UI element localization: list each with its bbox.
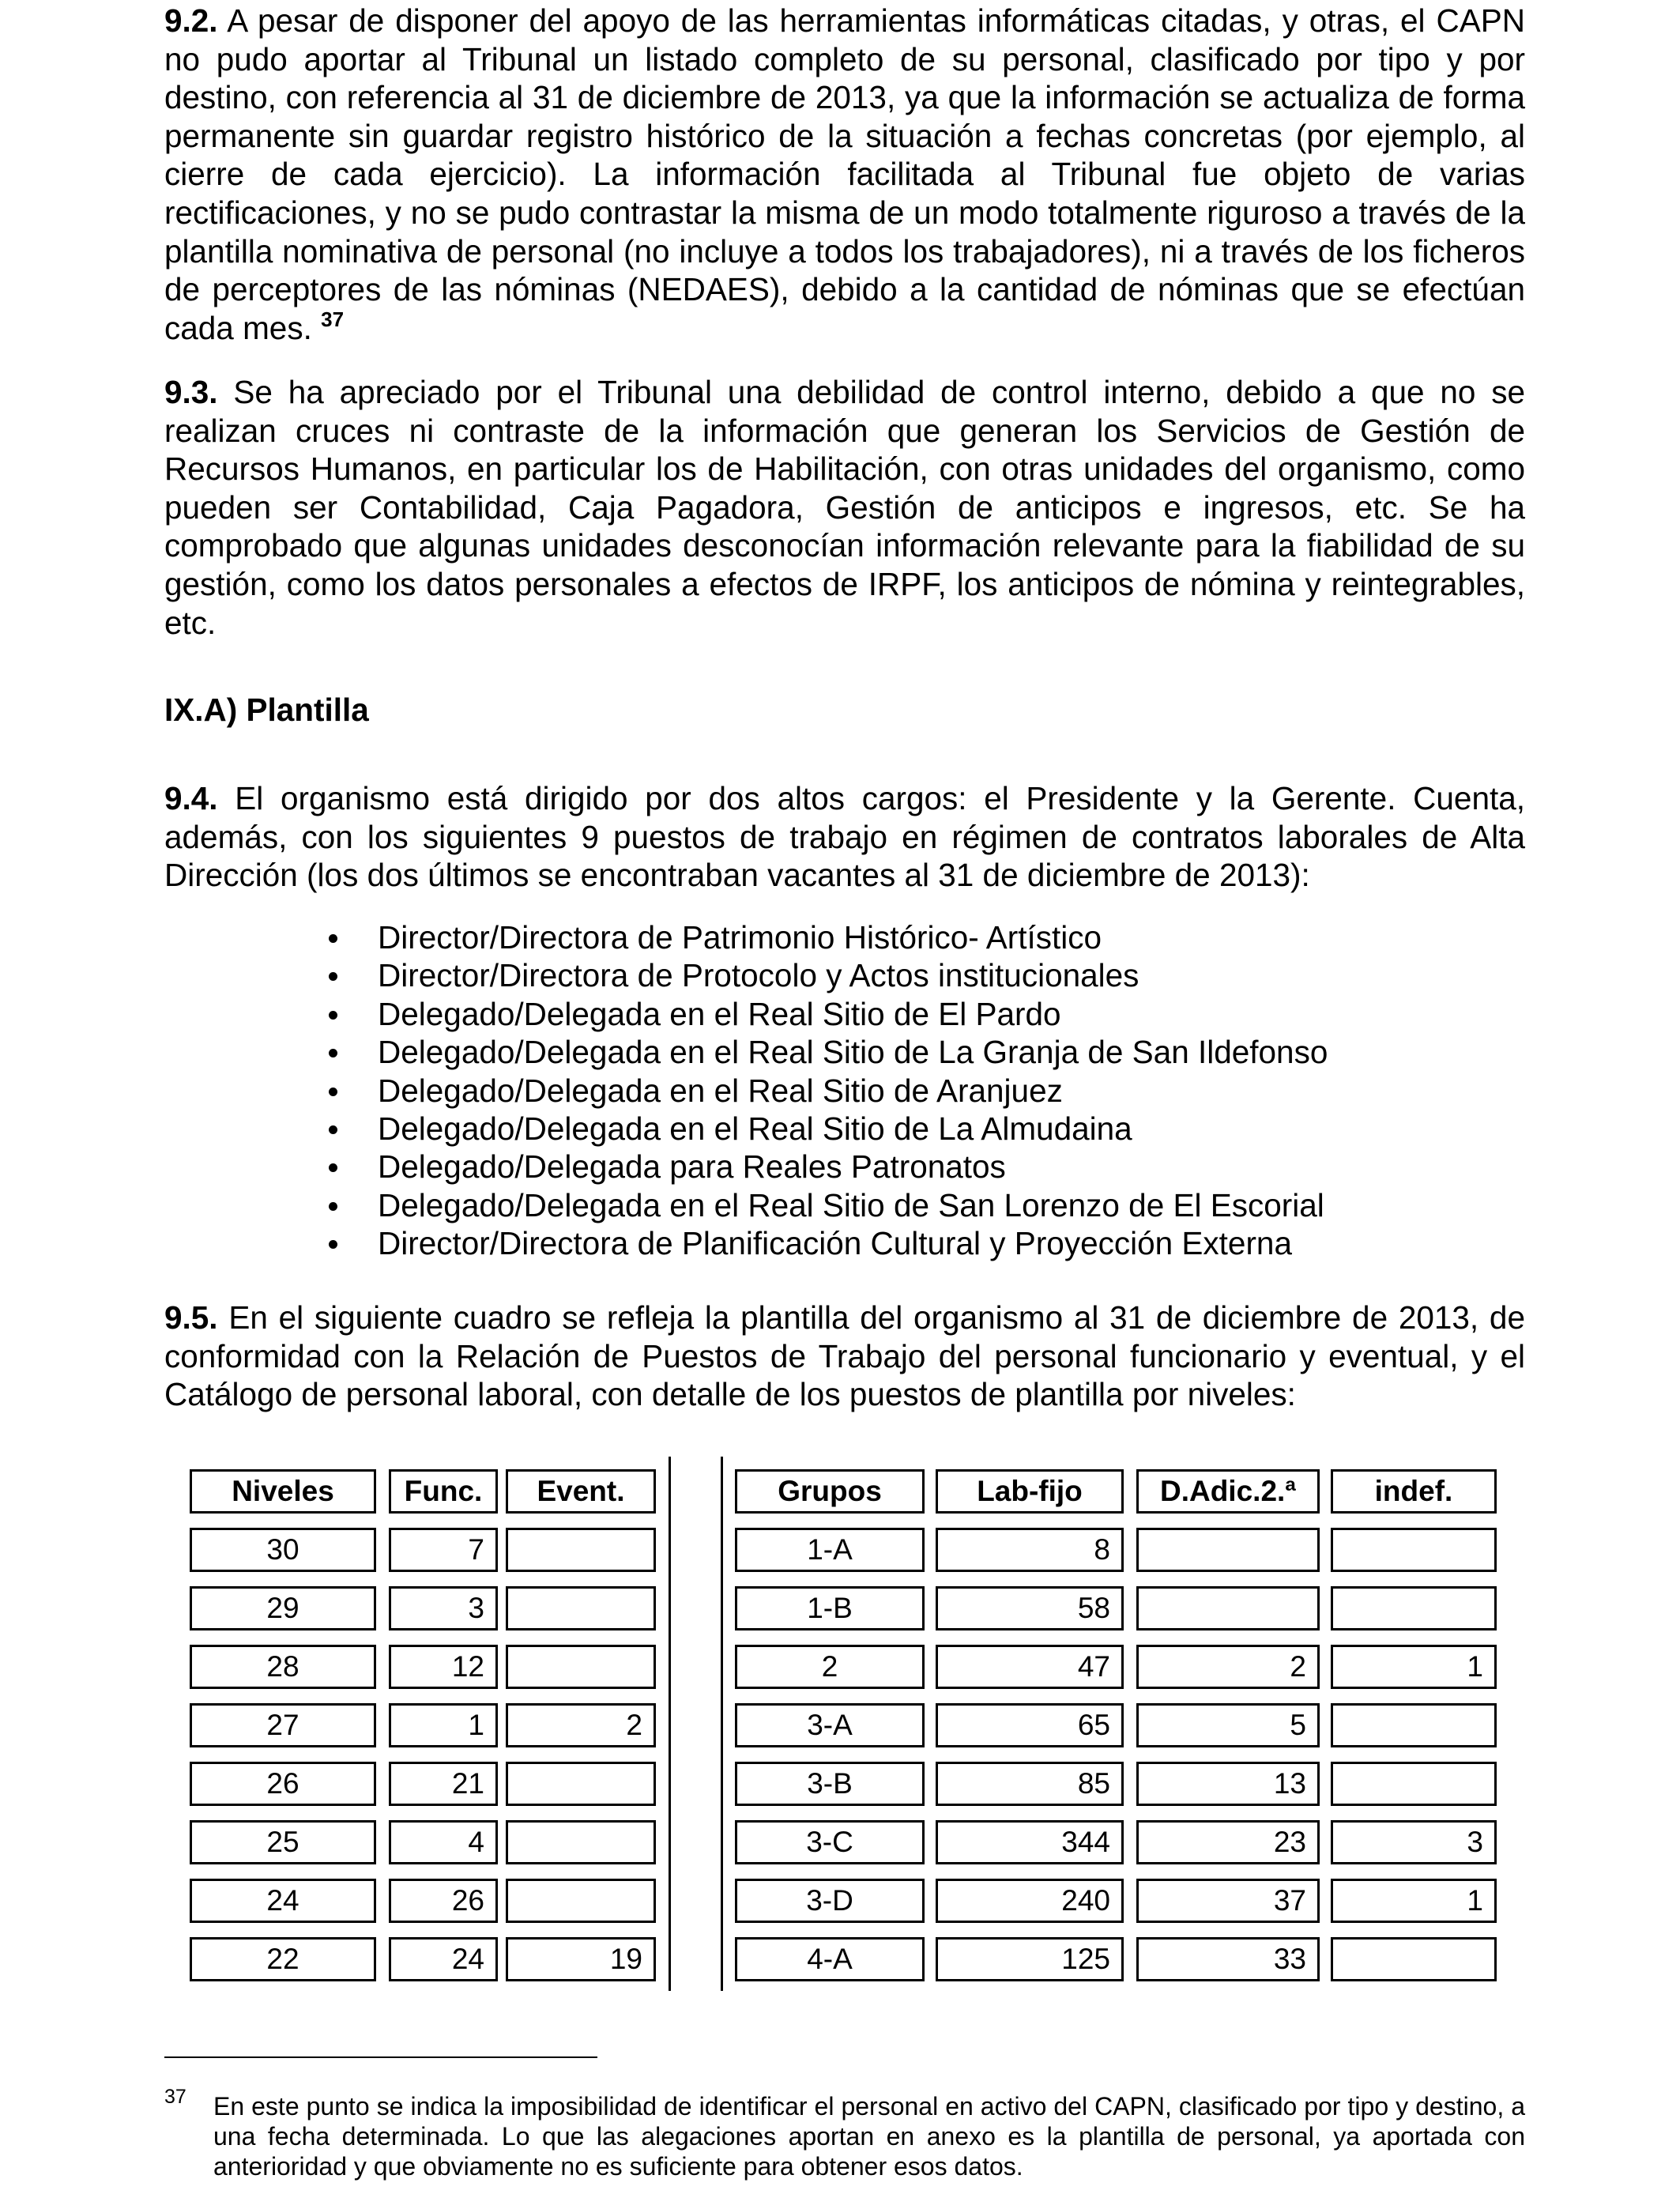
paragraph-9-4	[164, 779, 1525, 895]
bullet-icon	[329, 1049, 337, 1057]
bullet-icon	[329, 1088, 337, 1096]
list-item	[164, 995, 1328, 1033]
table-cell	[506, 1586, 656, 1630]
list-item	[164, 1033, 1328, 1071]
table-cell	[506, 1879, 656, 1923]
list-item	[164, 918, 1328, 956]
list-item-text: Delegado/Delegada en el Real Sitio de La Granja de San Ildefonso	[378, 1034, 1328, 1071]
list-item	[164, 1186, 1328, 1224]
table-cell: 7	[389, 1528, 498, 1572]
table-cell	[1331, 1528, 1497, 1572]
section-heading: IX.A) Plantilla	[164, 692, 369, 728]
list-item-text: Delegado/Delegada en el Real Sitio de San Lorenzo de El Escorial	[378, 1186, 1324, 1223]
footnote-separator	[164, 2056, 597, 2058]
list-item	[164, 1224, 1328, 1262]
paragraph-text: Se ha apreciado por el Tribunal una debilidad de control interno, debido a que no se realizan cruces ni contraste de la información que generan los Servicios de Gestión de Recursos Humanos, en particular los de Habilitación, con otras unidades del organismo, como pueden ser Contabilidad, Caja Pagadora, Gestión de anticipos e ingresos, etc. Se ha comprobado que algunas unidades desconocían información relevante para la fiabilidad de su gestión, como los datos personales a efectos de IRPF, los anticipos de nómina y reintegrables, etc.	[164, 374, 1525, 641]
list-item-text: Director/Directora de Planificación Cultural y Proyección Externa	[378, 1225, 1292, 1262]
table-cell: 3-D	[735, 1879, 925, 1923]
table-cell	[1136, 1528, 1320, 1572]
table-cell: 85	[936, 1762, 1124, 1806]
bullet-icon	[329, 1011, 337, 1020]
table-cell: 13	[1136, 1762, 1320, 1806]
table-cell: 29	[190, 1586, 376, 1630]
paragraph-text: En el siguiente cuadro se refleja la plantilla del organismo al 31 de diciembre de 2013, de conformidad con la Relación de Puestos de Trabajo del personal funcionario y eventual, y el Catálogo de personal laboral, con detalle de los puestos de plantilla por niveles:	[164, 1299, 1525, 1413]
table-cell: 240	[936, 1879, 1124, 1923]
table-cell: 2	[506, 1703, 656, 1747]
list-item-text: Delegado/Delegada en el Real Sitio de Aranjuez	[378, 1072, 1063, 1109]
table-cell: 19	[506, 1937, 656, 1981]
bullet-icon	[329, 1240, 337, 1249]
list-item-text: Delegado/Delegada en el Real Sitio de El Pardo	[378, 995, 1061, 1032]
table-cell: 37	[1136, 1879, 1320, 1923]
table-cell: 344	[936, 1820, 1124, 1864]
table-cell: 1-A	[735, 1528, 925, 1572]
table-cell: 27	[190, 1703, 376, 1747]
column-header: Event.	[506, 1469, 656, 1514]
list-item	[164, 1110, 1328, 1148]
table-cell: 125	[936, 1937, 1124, 1981]
column-header: Lab-fijo	[936, 1469, 1124, 1514]
table-cell: 4	[389, 1820, 498, 1864]
list-item	[164, 1148, 1328, 1186]
column-header: Niveles	[190, 1469, 376, 1514]
table-cell	[506, 1820, 656, 1864]
table-cell: 2	[1136, 1645, 1320, 1689]
table-cell: 65	[936, 1703, 1124, 1747]
table-cell: 5	[1136, 1703, 1320, 1747]
table-cell: 12	[389, 1645, 498, 1689]
table-cell: 1-B	[735, 1586, 925, 1630]
column-header: Func.	[389, 1469, 498, 1514]
table-cell: 3-C	[735, 1820, 925, 1864]
table-cell	[1331, 1937, 1497, 1981]
table-cell	[1331, 1762, 1497, 1806]
table-cell: 1	[1331, 1645, 1497, 1689]
paragraph-text: El organismo está dirigido por dos altos cargos: el Presidente y la Gerente. Cuenta, además, con los siguientes 9 puestos de trabajo en régimen de contratos laborales de Alta Dirección (los dos últimos se encontraban vacantes al 31 de diciembre de 2013):	[164, 780, 1525, 894]
list-item-text: Delegado/Delegada en el Real Sitio de La Almudaina	[378, 1110, 1132, 1148]
table-cell: 58	[936, 1586, 1124, 1630]
paragraph-number: 9.2.	[164, 2, 218, 39]
table-cell: 3	[1331, 1820, 1497, 1864]
table-cell: 3	[389, 1586, 498, 1630]
footnote-text: En este punto se indica la imposibilidad de identificar el personal en activo del CAPN, clasificado por tipo y destino, a una fecha determinada. Lo que las alegaciones aportan en anexo es la plantilla de personal, ya aportada con anterioridad y que obviamente no es suficiente para obtener esos datos.	[213, 2092, 1525, 2181]
table-cell	[506, 1645, 656, 1689]
list-item-text: Director/Directora de Protocolo y Actos institucionales	[378, 957, 1139, 994]
bullet-icon	[329, 972, 337, 981]
paragraph-9-3	[164, 373, 1525, 642]
table-cell	[1331, 1703, 1497, 1747]
list-item-text: Director/Directora de Patrimonio Histórico- Artístico	[378, 919, 1102, 956]
list-item	[164, 956, 1328, 994]
table-cell: 3-A	[735, 1703, 925, 1747]
paragraph-number: 9.4.	[164, 780, 218, 816]
table-cell: 21	[389, 1762, 498, 1806]
column-header: indef.	[1331, 1469, 1497, 1514]
table-cell: 3-B	[735, 1762, 925, 1806]
list-item	[164, 1072, 1328, 1110]
table-cell: 28	[190, 1645, 376, 1689]
table-cell: 8	[936, 1528, 1124, 1572]
bullet-icon	[329, 934, 337, 943]
column-header: Grupos	[735, 1469, 925, 1514]
paragraph-number: 9.5.	[164, 1299, 218, 1336]
table-cell: 25	[190, 1820, 376, 1864]
table-cell	[506, 1528, 656, 1572]
paragraph-text: A pesar de disponer del apoyo de las herramientas informáticas citadas, y otras, el CAPN no pudo aportar al Tribunal un listado completo de su personal, clasificado por tipo y por destino, con referencia al 31 de diciembre de 2013, ya que la información se actualiza de forma permanente sin guardar registro histórico de la situación a fechas concretas (por ejemplo, al cierre de cada ejercicio). La información facilitada al Tribunal fue objeto de varias rectificaciones, y no se pudo contrastar la misma de un modo totalmente riguroso a través de la plantilla nominativa de personal (no incluye a todos los trabajadores), ni a través de los ficheros de perceptores de las nóminas (NEDAES), debido a la cantidad de nóminas que se efectúan cada mes.	[164, 2, 1525, 346]
table-cell	[1136, 1586, 1320, 1630]
bullet-icon	[329, 1163, 337, 1172]
table-cell: 23	[1136, 1820, 1320, 1864]
footnote-reference[interactable]: 37	[321, 307, 345, 331]
list-item-text: Delegado/Delegada para Reales Patronatos	[378, 1148, 1006, 1186]
paragraph-9-2	[164, 2, 1525, 347]
paragraph-9-5	[164, 1299, 1525, 1414]
table-cell: 47	[936, 1645, 1124, 1689]
table-cell: 26	[389, 1879, 498, 1923]
table-cell: 33	[1136, 1937, 1320, 1981]
table-divider-left	[669, 1457, 671, 1991]
paragraph-number: 9.3.	[164, 374, 218, 410]
footnote-mark: 37	[164, 2086, 186, 2108]
table-cell: 1	[389, 1703, 498, 1747]
positions-list	[164, 918, 1328, 1263]
table-cell: 30	[190, 1528, 376, 1572]
table-cell	[506, 1762, 656, 1806]
bullet-icon	[329, 1125, 337, 1134]
table-cell: 24	[190, 1879, 376, 1923]
table-cell: 22	[190, 1937, 376, 1981]
table-cell: 4-A	[735, 1937, 925, 1981]
bullet-icon	[329, 1202, 337, 1211]
table-divider-right	[721, 1457, 723, 1991]
table-cell	[1331, 1586, 1497, 1630]
table-cell: 24	[389, 1937, 498, 1981]
column-header: D.Adic.2.ª	[1136, 1469, 1320, 1514]
table-cell: 26	[190, 1762, 376, 1806]
table-cell: 2	[735, 1645, 925, 1689]
table-cell: 1	[1331, 1879, 1497, 1923]
